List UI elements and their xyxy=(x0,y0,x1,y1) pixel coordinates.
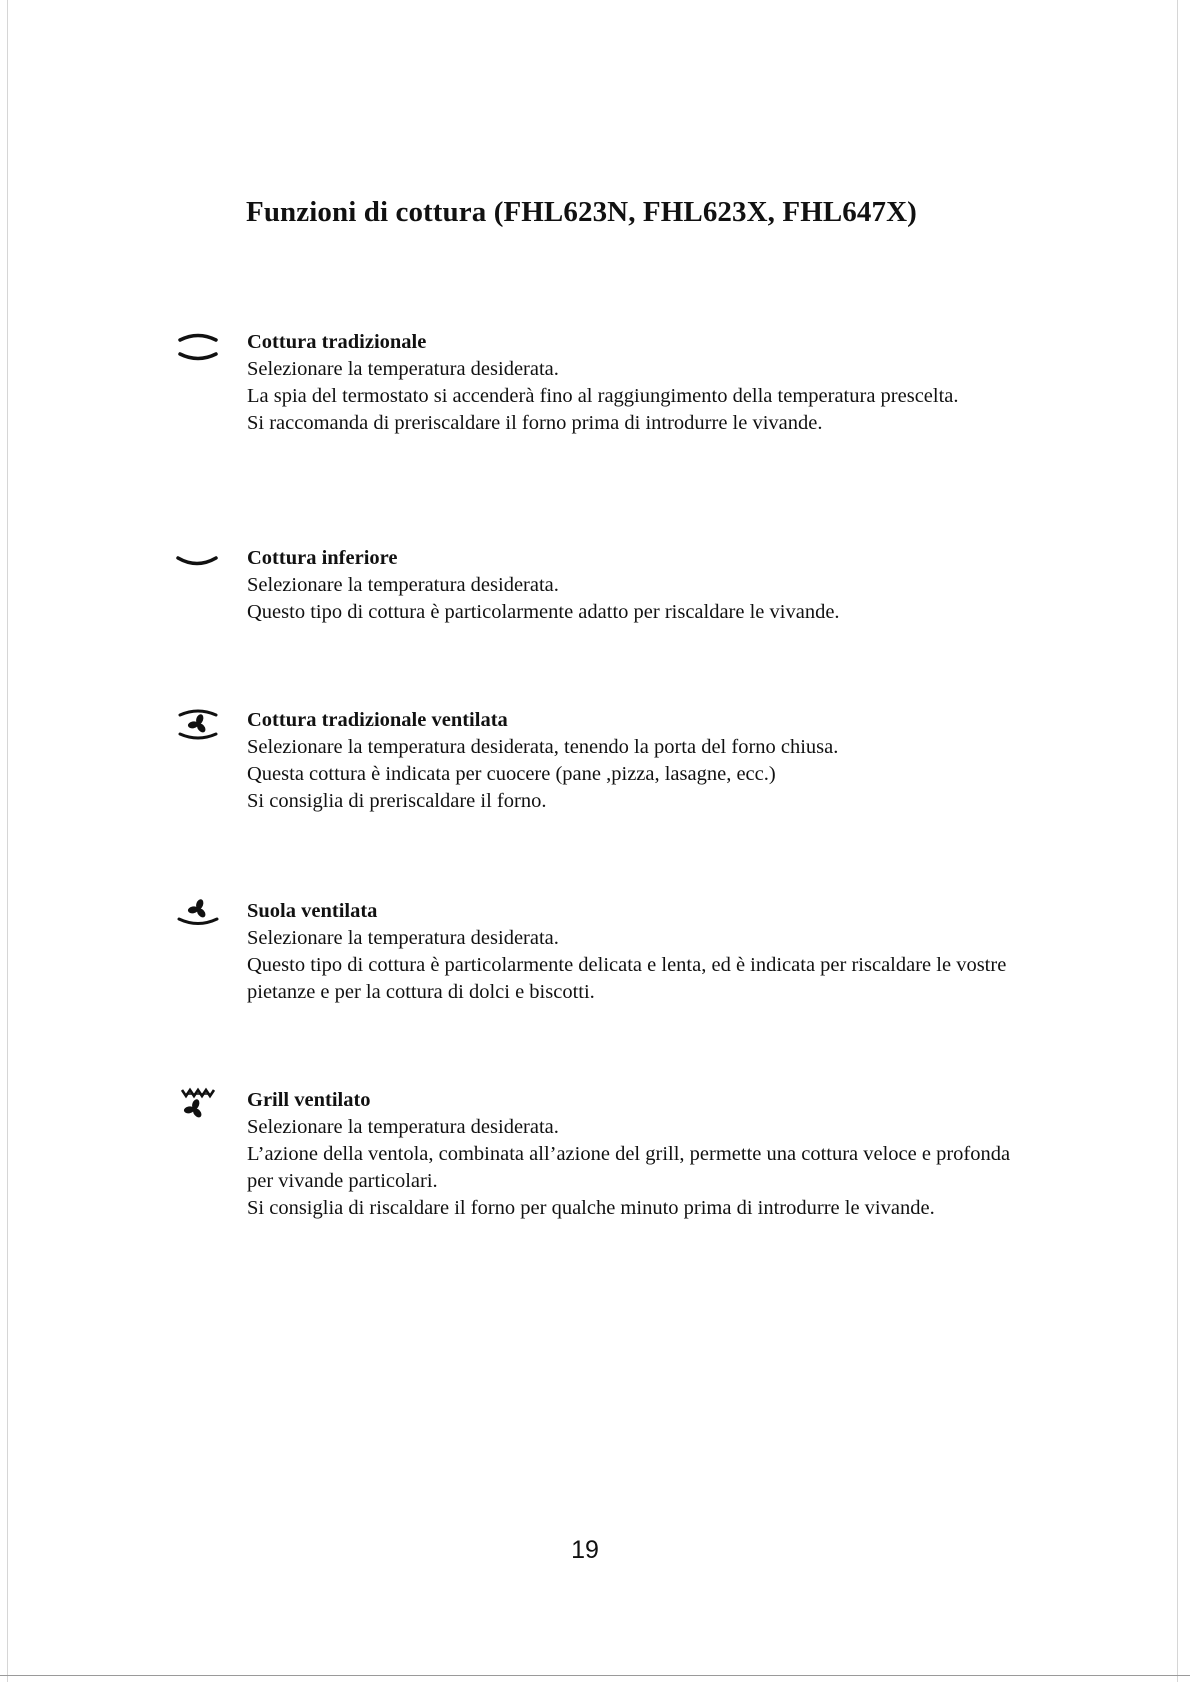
section-body xyxy=(247,329,1037,437)
section-line: Selezionare la temperatura desiderata, tenendo la porta del forno chiusa. xyxy=(247,736,839,758)
bottom-heat-icon xyxy=(176,545,220,585)
scan-edge-bottom xyxy=(0,1675,1190,1676)
section-line: L’azione della ventola, combinata all’azione del grill, permette una cottura veloce e profonda per vivande particolari. xyxy=(247,1143,1011,1192)
section-line: Questa cottura è indicata per cuocere (pane ,pizza, lasagne, ecc.) xyxy=(247,763,776,785)
top-bottom-heat-icon xyxy=(176,329,220,369)
fan-bottom-heat-icon xyxy=(176,898,220,938)
section-line: Selezionare la temperatura desiderata. xyxy=(247,1116,559,1138)
section-line: Questo tipo di cottura è particolarmente adatto per riscaldare le vivande. xyxy=(247,601,840,623)
section-line: Questo tipo di cottura è particolarmente delicata e lenta, ed è indicata per riscaldare le vostre pietanze e per la cottura di dolci e biscotti. xyxy=(247,954,1007,1003)
section-heading: Grill ventilato xyxy=(247,1089,371,1111)
scan-edge-right xyxy=(1177,0,1178,1682)
fan-top-bottom-heat-icon xyxy=(176,707,220,747)
section-line: Selezionare la temperatura desiderata. xyxy=(247,358,559,380)
section-heading: Suola ventilata xyxy=(247,900,378,922)
section-heading: Cottura tradizionale xyxy=(247,331,427,353)
section-body xyxy=(247,1087,1037,1222)
section-line: Si raccomanda di preriscaldare il forno prima di introdurre le vivande. xyxy=(247,412,823,434)
section-line: Si consiglia di riscaldare il forno per qualche minuto prima di introdurre le vivande. xyxy=(247,1197,935,1219)
section-line: Si consiglia di preriscaldare il forno. xyxy=(247,790,547,812)
scan-edge-left xyxy=(7,0,8,1682)
section-line: Selezionare la temperatura desiderata. xyxy=(247,927,559,949)
section-body xyxy=(247,707,1037,815)
section-line: Selezionare la temperatura desiderata. xyxy=(247,574,559,596)
page-title: Funzioni di cottura (FHL623N, FHL623X, FHL647X) xyxy=(246,196,917,228)
page-number: 19 xyxy=(571,1536,599,1564)
section-body xyxy=(247,898,1037,1006)
section-heading: Cottura inferiore xyxy=(247,547,398,569)
fan-grill-icon xyxy=(176,1087,220,1127)
section-body xyxy=(247,545,1037,626)
section-heading: Cottura tradizionale ventilata xyxy=(247,709,508,731)
section-line: La spia del termostato si accenderà fino al raggiungimento della temperatura prescelta. xyxy=(247,385,959,407)
